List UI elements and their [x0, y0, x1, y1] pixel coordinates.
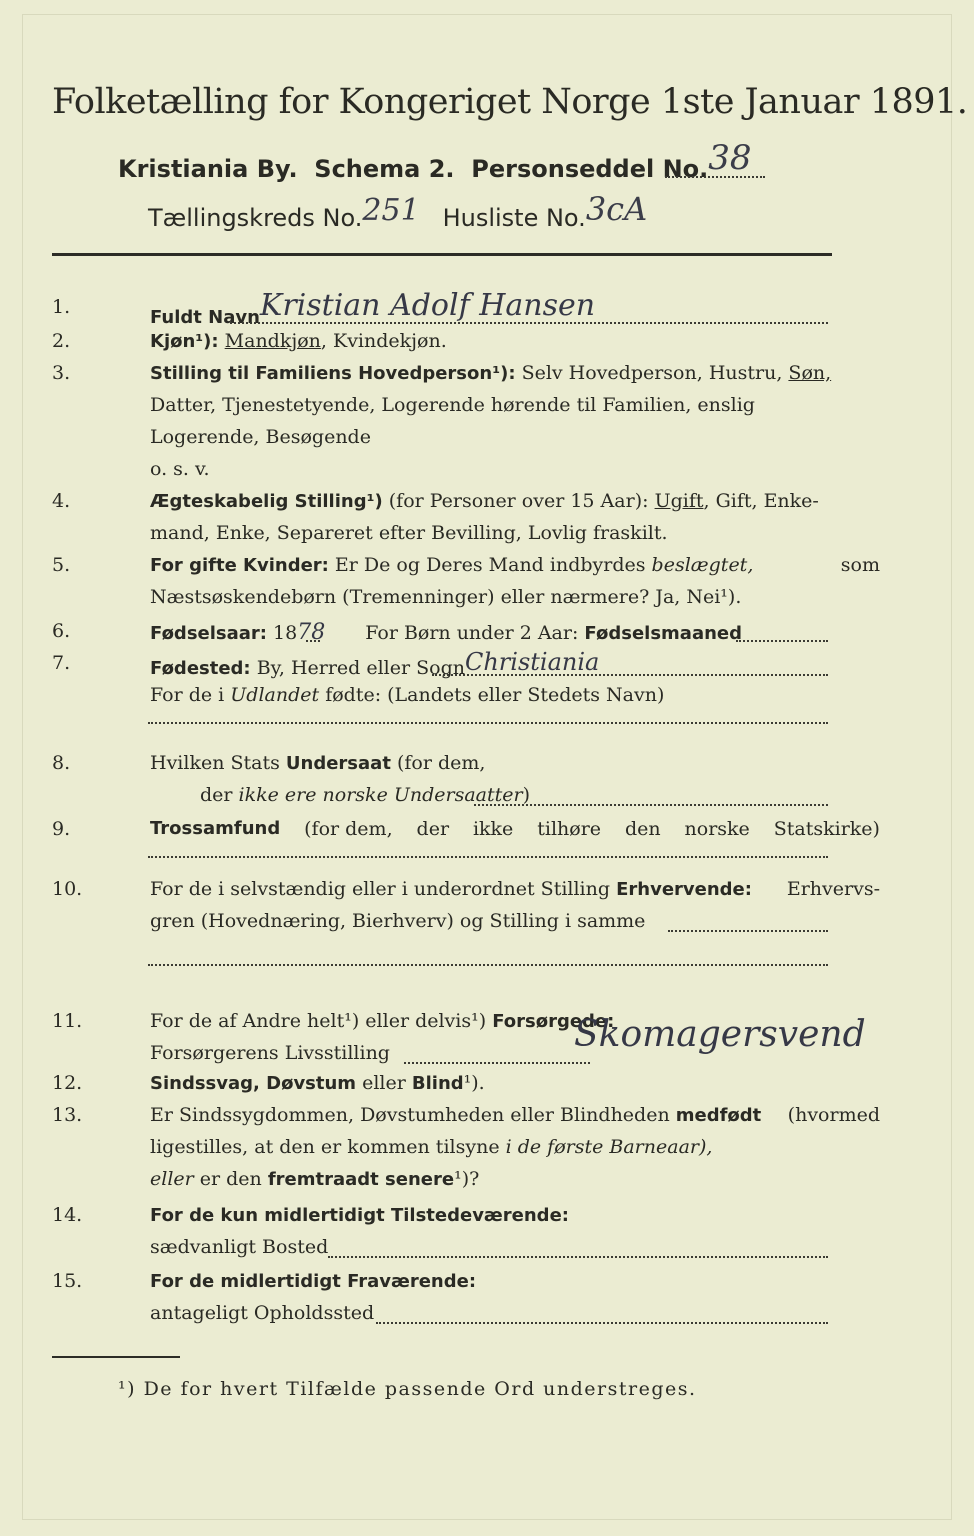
citizenship-label: Undersaat [285, 753, 391, 774]
disability-or: eller [362, 1072, 406, 1094]
citizenship-dotline [474, 804, 828, 806]
footnote: ¹) De for hvert Tilfælde passende Ord understreges. [118, 1378, 697, 1400]
congenital-question-2: ligestilles, at den er kommen tilsyne [150, 1136, 500, 1158]
married-women-end: som [840, 554, 880, 576]
religion-word: den [624, 818, 661, 840]
kreds-value: 251 [362, 193, 420, 228]
birthplace-value: Christiania [464, 648, 600, 676]
item-number: 9. [52, 818, 71, 840]
occupation-dotline [668, 930, 828, 932]
married-women-question: Er De og Deres Mand indbyrdes [334, 554, 646, 576]
citizenship-note: (for dem, [396, 752, 486, 774]
religion-word: (for dem, [304, 818, 393, 840]
birthplace-note: By, Herred eller Sogn [256, 657, 465, 679]
birth-month-dotline [736, 640, 828, 642]
occupation-dotline-2 [148, 964, 828, 966]
item-number: 11. [52, 1010, 83, 1032]
religion-word: Statskirke) [773, 818, 880, 840]
sex-option-male: Mandkjøn [224, 330, 321, 352]
probable-residence-label: antageligt Opholdssted [150, 1302, 375, 1324]
birthplace-dotline [432, 674, 828, 676]
disability-footmark: ¹). [463, 1072, 485, 1094]
religion-word: ikke [472, 818, 514, 840]
item-number: 12. [52, 1072, 83, 1094]
blind-label: Blind [411, 1073, 464, 1094]
family-position-osv: o. s. v. [150, 458, 210, 480]
under-two-label: For Børn under 2 Aar: [365, 622, 579, 644]
family-position-label: Stilling til Familiens Hovedperson¹): [150, 363, 516, 384]
non-norwegian-prefix: der [200, 784, 233, 806]
item-number: 7. [52, 652, 71, 674]
item-number: 2. [52, 330, 71, 352]
full-name-label: Fuldt Navn [150, 307, 260, 328]
husliste-label: Husliste No. [442, 204, 586, 232]
non-norwegian-phrase: ikke ere norske Undersaatter [238, 784, 523, 806]
sex-label: Kjøn¹): [150, 331, 219, 352]
supported-question: For de af Andre helt¹) eller delvis¹) [150, 1010, 487, 1032]
full-name-value: Kristian Adolf Hansen [259, 288, 596, 323]
marital-label: Ægteskabelig Stilling¹) [150, 491, 383, 512]
family-position-options-2: Datter, Tjenestetyende, Logerende hørende til Familien, enslig [150, 394, 755, 416]
supported-label: Forsørgede: [492, 1011, 615, 1032]
item-number: 8. [52, 752, 71, 774]
or-word: eller [150, 1168, 194, 1190]
marital-unmarried: Ugift [654, 490, 704, 512]
personseddel-dotline [665, 176, 765, 178]
usual-residence-dotline [328, 1256, 828, 1258]
religion-word: der [416, 818, 450, 840]
related-word: beslægtet, [651, 554, 754, 576]
birth-year-dotline [306, 640, 320, 642]
item-number: 1. [52, 296, 71, 318]
occupation-question: For de i selvstændig eller i underordnet Stilling [150, 878, 611, 900]
item-number: 6. [52, 620, 71, 642]
family-position-son: Søn, [788, 362, 832, 384]
item-number: 4. [52, 490, 71, 512]
personseddel-value: 38 [708, 138, 752, 178]
birth-year-label: Fødselsaar: [150, 623, 267, 644]
item-number: 15. [52, 1270, 83, 1292]
birth-year-prefix: 18 [273, 622, 298, 644]
abroad-prefix: For de i [150, 684, 225, 706]
temporary-absent-label: For de midlertidigt Fraværende: [150, 1271, 477, 1292]
congenital-end: (hvormed [787, 1104, 880, 1126]
married-women-label: For gifte Kvinder: [150, 555, 329, 576]
form-title: Folketælling for Kongeriget Norge 1ste Januar 1891. [52, 82, 968, 122]
abroad-rest: fødte: (Landets eller Stedets Navn) [325, 684, 665, 706]
item-number: 5. [52, 554, 71, 576]
marital-options-2: mand, Enke, Separeret efter Bevilling, Lovlig fraskilt. [150, 522, 668, 544]
marital-options: , Gift, Enke- [703, 490, 819, 512]
subheader-line [118, 138, 752, 186]
married-women-question-2: Næstsøskendebørn (Tremenninger) eller nærmere? Ja, Nei¹). [150, 586, 742, 608]
footnote-rule [52, 1356, 180, 1358]
family-position-options: Selv Hovedperson, Hustru, [521, 362, 783, 384]
later-footmark: ¹)? [454, 1168, 480, 1190]
family-position-options-3: Logerende, Besøgende [150, 426, 371, 448]
early-childhood-phrase: i de første Barneaar), [505, 1136, 713, 1158]
birth-month-label: Fødselsmaaned [584, 623, 743, 644]
religion-dotline [148, 856, 828, 858]
temporary-present-label: For de kun midlertidigt Tilstedeværende: [150, 1205, 569, 1226]
religion-word: tilhøre [537, 818, 602, 840]
occupation-end: Erhvervs- [786, 878, 880, 900]
religion-word: norske [684, 818, 750, 840]
marital-note: (for Personer over 15 Aar): [388, 490, 649, 512]
item-number: 13. [52, 1104, 83, 1126]
later-label: fremtraadt senere [267, 1169, 455, 1190]
abroad-dotline [148, 722, 828, 724]
kreds-label: Tællingskreds No. [148, 204, 363, 232]
supporter-dotline [404, 1062, 590, 1064]
city: Kristiania By. [118, 155, 298, 183]
probable-residence-dotline [376, 1322, 828, 1324]
supporter-occupation-label: Forsørgerens Livsstilling [150, 1042, 390, 1064]
abroad-word: Udlandet [230, 684, 320, 706]
census-form: Folketælling for Kongeriget Norge 1ste Januar 1891. Kristiania By. Schema 2. Personseddel No.38 Tællingskreds No.251 Husliste No.3cA 1. Fuldt NavnKristian Adolf Hansen 2. Kjøn¹): Mandkjøn, Kvindekjøn. 3. Stilling til Familiens Hovedperson¹): Selv Hovedperson, Hustru, Søn, Datter, Tjenestetyende, Logerende hørende til Familien, enslig Logerende, Besøgende o. s. v. 4. Ægteskabelig Stilling¹) (for Personer over 15 Aar): Ugift, Gift, Enke- mand, Enke, Separeret efter Bevilling, Lovlig fraskilt. 5. For gifte Kvinder: Er De og Deres Mand indbyrdes beslægtet, som Næstsøskendebørn (Tremenninger) eller nærmere? Ja, Nei¹). 6. Fødselsaar: 1878 For Børn under 2 Aar: Fødselsmaaned 7. Fødested: By, Herred eller SognChristiania For de i Udlandet fødte: (Landets eller Stedets Navn) 8. Hvilken Stats Undersaat (for dem, der ikke ere norske Undersaatter) 9. Trossamfund (for dem, der ikke tilhøre den norske Statskirke) 10. For de i selvstændig eller i underordnet Stilling Erhvervende: Erhvervs- gren (Hovednæring, Bierhverv) og Stilling i samme 11. For de af Andre helt¹) eller delvis¹) Forsørgede: Forsørgerens Livsstilling Skomagersvend 12. Sindssvag, Døvstum eller Blind¹). 13. Er Sindssygdommen, Døvstumheden eller Blindheden medfødt (hvormed ligestilles, at den er kommen tilsyne i de første Barneaar), eller er den fremtraadt senere¹)? 14. For de kun midlertidigt Tilstedeværende: sædvanligt Bosted 15. For de midlertidigt Fraværende: antageligt Opholdssted ¹) De for hvert Tilfælde passende Ord understreges. [0, 0, 974, 1536]
later-prefix: er den [199, 1168, 262, 1190]
schema: Schema 2. [314, 155, 455, 183]
congenital-question: Er Sindssygdommen, Døvstumheden eller Blindheden [150, 1104, 670, 1126]
usual-residence-label: sædvanligt Bosted [150, 1236, 329, 1258]
supporter-occupation-value: Skomagersvend [574, 1014, 866, 1055]
occupation-question-2: gren (Hovednæring, Bierhverv) og Stilling i samme [150, 910, 646, 932]
header-rule [52, 253, 832, 256]
birth-year-value: 78 [297, 620, 326, 645]
congenital-label: medfødt [675, 1105, 762, 1126]
citizenship-prefix: Hvilken Stats [150, 752, 280, 774]
sex-option-female: , Kvindekjøn. [320, 330, 447, 352]
religion-label: Trossamfund [150, 818, 281, 839]
husliste-value: 3cA [585, 190, 648, 228]
item-number: 14. [52, 1204, 83, 1226]
disability-label: Sindssvag, Døvstum [150, 1073, 357, 1094]
kreds-line [148, 190, 648, 234]
occupation-label: Erhvervende: [616, 879, 752, 900]
birthplace-label: Fødested: [150, 658, 251, 679]
personseddel-label: Personseddel No. [471, 155, 709, 183]
full-name-dotline [230, 322, 828, 324]
item-number: 3. [52, 362, 71, 384]
item-number: 10. [52, 878, 83, 900]
